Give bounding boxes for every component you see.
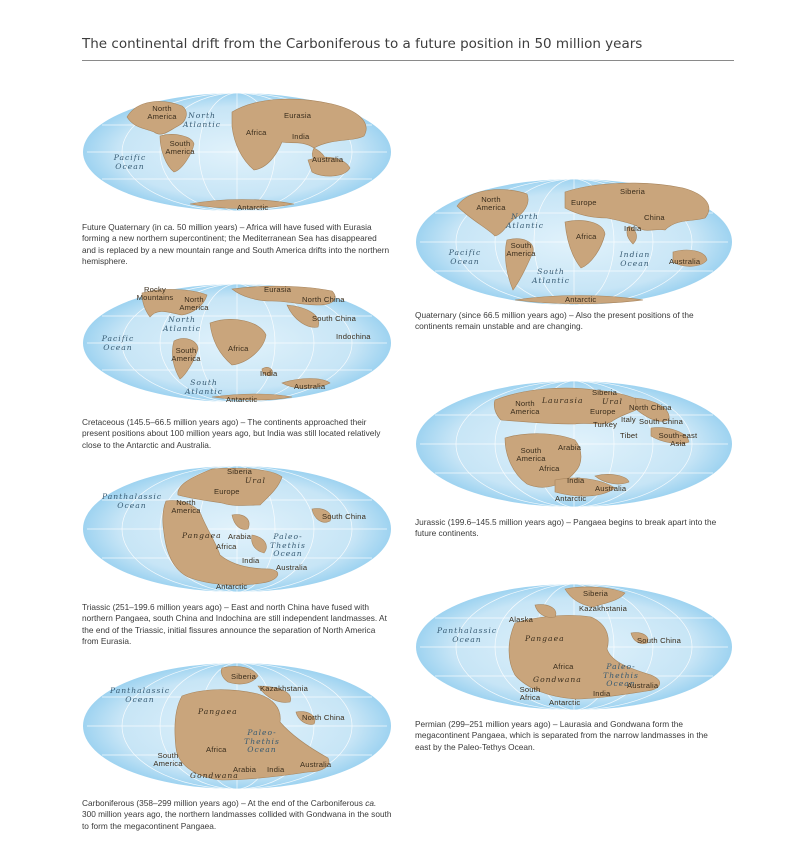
map-panel-cretaceous: [82, 283, 392, 458]
label-south-china: South China: [322, 512, 366, 521]
label-europe: Europe: [214, 487, 240, 496]
label-india: India: [567, 476, 585, 485]
caption-carboniferous-part2: 300 million years ago, the northern landmasses collided with Gondwana in the south to form the megacontinent Pangaea.: [82, 809, 392, 831]
label-china: China: [644, 213, 665, 222]
label-italy: Italy: [621, 415, 636, 424]
label-ural: Ural: [602, 397, 623, 406]
label-australia: Australia: [312, 155, 344, 164]
label-south-africa: South Africa: [519, 685, 541, 702]
label-south-china: South China: [637, 636, 681, 645]
label-rocky-mountains: Rocky Mountains: [136, 285, 174, 302]
label-siberia: Siberia: [231, 672, 257, 681]
label-pangaea: Pangaea: [182, 531, 222, 540]
ocean-label-north-atlantic: North Atlantic: [163, 315, 201, 333]
label-ural: Ural: [245, 476, 266, 485]
map-panel-carboniferous: [82, 662, 402, 837]
label-europe: Europe: [571, 198, 597, 207]
ocean-label-panthalassic: Panthalassic Ocean: [437, 626, 498, 644]
caption-triassic: Triassic (251–199.6 million years ago) – East and north China have fused with northern Pangaea, south China and Indochina are still independent landmasses. At the end of the Triassic, initial fissures announce the separation of North America from Eurasia.: [82, 602, 387, 647]
label-antarctic: Antarctic: [216, 582, 248, 591]
map-triassic: [82, 465, 392, 593]
label-india: India: [292, 132, 310, 141]
ocean-label-pacific: Pacific Ocean: [113, 153, 147, 171]
label-gondwana: Gondwana: [533, 675, 582, 684]
ocean-label-north-atlantic: North Atlantic: [506, 212, 544, 230]
caption-future: Future Quaternary (in ca. 50 million years) – Africa will have fused with Eurasia forming a new northern supercontinent; the Mediterranean Sea has disappeared and is replaced by a new mountain range and South America drifts into the northern hemisphere.: [82, 222, 390, 267]
label-north-china: North China: [302, 713, 345, 722]
label-south-america: South America: [506, 241, 536, 258]
label-india: India: [242, 556, 260, 565]
label-south-america: South America: [516, 446, 546, 463]
ocean-label-pacific: Pacific Ocean: [101, 334, 135, 352]
map-panel-permian: [415, 583, 735, 758]
label-north-america: North America: [510, 399, 540, 416]
label-kazakhstania: Kazakhstania: [579, 604, 627, 613]
map-permian: [415, 583, 733, 711]
label-australia: Australia: [300, 760, 332, 769]
ocean-label-panthalassic: Panthalassic Ocean: [102, 492, 163, 510]
ocean-label-paleo-thethis: Paleo-Thethis Ocean: [270, 532, 306, 558]
label-siberia: Siberia: [620, 187, 646, 196]
label-south-america: South America: [171, 346, 201, 363]
label-indochina: Indochina: [336, 332, 371, 341]
label-australia: Australia: [595, 484, 627, 493]
map-panel-triassic: [82, 465, 392, 650]
label-south-china: South China: [639, 417, 683, 426]
label-south-east-asia: South-east Asia: [658, 431, 698, 448]
map-future: [82, 92, 392, 212]
label-north-china: North China: [302, 295, 345, 304]
map-panel-future: [82, 92, 392, 272]
ocean-label-paleo-thethis: Paleo-Thethis Ocean: [603, 662, 639, 688]
label-eurasia: Eurasia: [264, 285, 292, 294]
label-australia: Australia: [276, 563, 308, 572]
label-north-america: North America: [147, 104, 177, 121]
caption-permian: Permian (299–251 million years ago) – Laurasia and Gondwana form the megacontinent Pangaea, which is separated from the narrow landmasses in the east by the Paleo-Tethys Ocean.: [415, 719, 708, 752]
label-africa: Africa: [576, 232, 597, 241]
label-africa: Africa: [206, 745, 227, 754]
label-turkey: Turkey: [593, 420, 618, 429]
ocean-label-south-atlantic: South Atlantic: [532, 267, 570, 285]
label-arabia: Arabia: [233, 765, 257, 774]
label-siberia: Siberia: [583, 589, 609, 598]
label-kazakhstania: Kazakhstania: [260, 684, 308, 693]
label-antarctic: Antarctic: [549, 698, 581, 707]
label-eurasia: Eurasia: [284, 111, 312, 120]
label-north-america: North America: [476, 195, 506, 212]
label-india: India: [260, 369, 278, 378]
label-pangaea: Pangaea: [198, 707, 238, 716]
label-alaska: Alaska: [509, 615, 533, 624]
ocean-label-paleo-thethis: Paleo-Thethis Ocean: [244, 728, 280, 754]
label-siberia: Siberia: [592, 388, 618, 397]
label-siberia: Siberia: [227, 467, 253, 476]
label-india: India: [267, 765, 285, 774]
label-south-china: South China: [312, 314, 356, 323]
caption-jurassic: Jurassic (199.6–145.5 million years ago) – Pangaea begins to break apart into the future continents.: [415, 517, 717, 539]
caption-cretaceous: Cretaceous (145.5–66.5 million years ago) – The continents approached their present positions about 100 million years ago, but India was still located relatively close to the Antarctic and Australia.: [82, 417, 381, 450]
label-pangaea: Pangaea: [525, 634, 565, 643]
ocean-label-south-atlantic: South Atlantic: [185, 378, 223, 396]
label-africa: Africa: [246, 128, 267, 137]
caption-quaternary: Quaternary (since 66.5 million years ago) – Also the present positions of the continents remain unstable and are changing.: [415, 310, 694, 332]
label-india: India: [624, 224, 642, 233]
ocean-label-indian: Indian Ocean: [619, 250, 651, 268]
label-north-america: North America: [179, 295, 209, 312]
label-tibet: Tibet: [620, 431, 638, 440]
label-africa: Africa: [216, 542, 237, 551]
label-arabia: Arabia: [228, 532, 252, 541]
page-title: The continental drift from the Carboniferous to a future position in 50 million years: [82, 36, 643, 52]
caption-carboniferous-part1: Carboniferous (358–299 million years ago) – At the end of the Carboniferous: [82, 798, 366, 808]
label-australia: Australia: [627, 681, 659, 690]
ocean-label-north-atlantic: North Atlantic: [183, 111, 221, 129]
label-india: India: [593, 689, 611, 698]
label-laurasia: Laurasia: [542, 396, 584, 405]
label-africa: Africa: [553, 662, 574, 671]
label-antarctic: Antarctic: [226, 395, 258, 404]
label-arabia: Arabia: [558, 443, 582, 452]
caption-carboniferous-circa: ca.: [365, 798, 377, 808]
label-south-america: South America: [153, 751, 183, 768]
label-north-america: North America: [171, 498, 201, 515]
label-australia: Australia: [669, 257, 701, 266]
map-panel-quaternary: [415, 178, 735, 338]
title-rule: [82, 60, 734, 61]
label-africa: Africa: [228, 344, 249, 353]
label-north-china: North China: [629, 403, 672, 412]
label-antarctic: Antarctic: [237, 203, 269, 212]
ocean-label-pacific: Pacific Ocean: [448, 248, 482, 266]
label-south-america: South America: [165, 139, 195, 156]
label-africa: Africa: [539, 464, 560, 473]
label-antarctic: Antarctic: [565, 295, 597, 304]
label-europe: Europe: [590, 407, 616, 416]
map-panel-jurassic: [415, 380, 735, 545]
ocean-label-panthalassic: Panthalassic Ocean: [110, 686, 171, 704]
label-gondwana: Gondwana: [190, 771, 239, 780]
label-australia: Australia: [294, 382, 326, 391]
caption-carboniferous: [82, 798, 392, 832]
label-antarctic: Antarctic: [555, 494, 587, 503]
